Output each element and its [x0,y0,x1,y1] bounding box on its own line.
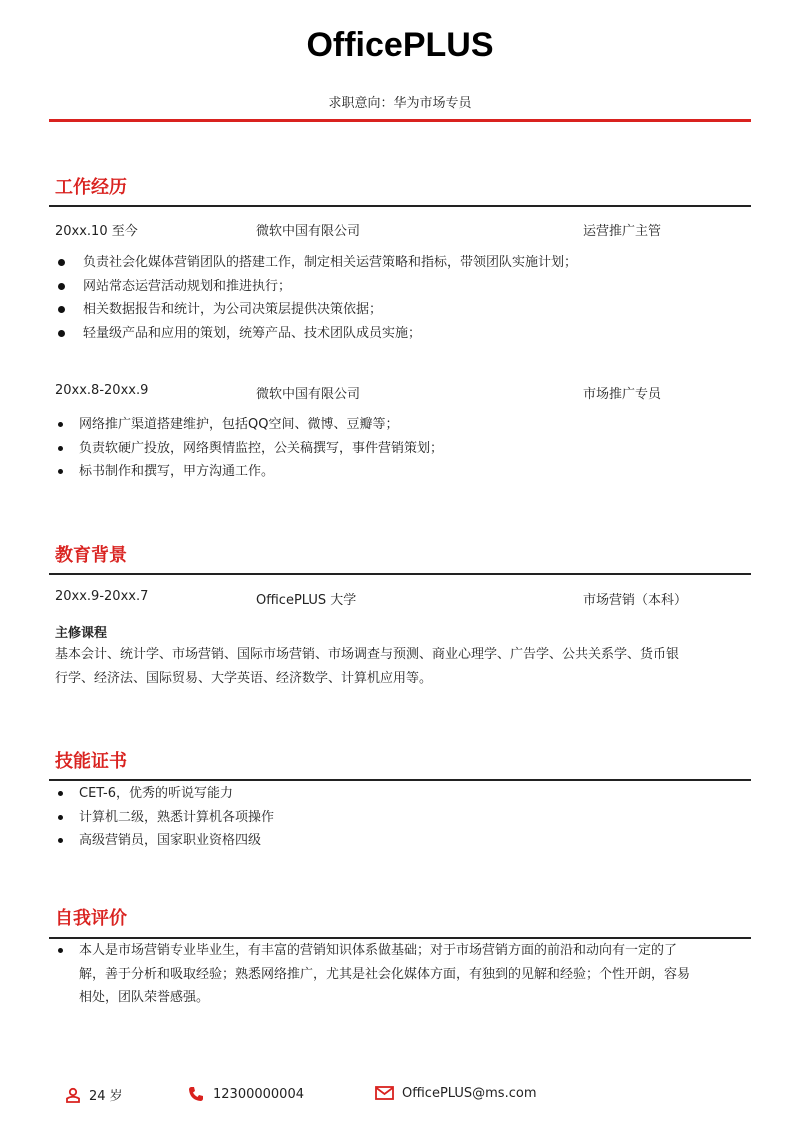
person-icon [65,1087,81,1103]
job-company: 微软中国有限公司 [256,387,361,402]
skills-list [55,782,751,853]
list-item: 轻量级产品和应用的策划，统筹产品、技术团队成员实施； [55,322,751,346]
education-period: 20xx.9-20xx.7 [55,589,149,604]
mail-icon [375,1085,394,1101]
section-work [55,176,751,479]
list-item: 网站常态运营活动规划和推进执行； [55,275,751,299]
job-position: 市场推广专员 [583,387,662,402]
section-divider [49,205,751,207]
list-item: 负责软硬广投放，网络舆情监控，公关稿撰写，事件营销策划； [55,437,751,461]
list-item: 相关数据报告和统计，为公司决策层提供决策依据； [55,298,751,322]
education-major: 市场营销（本科） [583,593,688,608]
section-title-work: 工作经历 [55,177,127,198]
self-line: 解，善于分析和吸取经验；熟悉网络推广，尤其是社会化媒体方面，有独到的见解和经验；个性开朗，容易 [79,966,691,982]
section-divider [49,779,751,781]
header-divider [49,119,751,122]
job-duties-list [55,413,751,484]
contact-phone[interactable] [187,1085,304,1103]
resume-name: OfficePLUS [306,26,494,64]
self-line: 本人是市场营销专业毕业生，有丰富的营销知识体系做基础；对于市场营销方面的前沿和动向有一定的了 [79,943,678,958]
section-skills [55,750,751,848]
job-objective: 求职意向：华为市场专员 [328,96,472,111]
section-education [55,544,751,686]
job-period: 20xx.10 至今 [55,224,138,239]
education-school: OfficePLUS 大学 [256,593,357,608]
section-title-education: 教育背景 [55,545,127,566]
section-self-evaluation [55,907,751,1005]
job-duties-list [55,251,751,345]
section-title-self: 自我评价 [55,908,127,929]
job-position: 运营推广主管 [583,224,662,239]
courses-title: 主修课程 [55,626,108,641]
list-item: CET-6，优秀的听说写能力 [55,782,751,806]
job-period: 20xx.8-20xx.9 [55,383,149,398]
section-divider [49,573,751,575]
list-item: 高级营销员，国家职业资格四级 [55,829,751,853]
contact-email[interactable] [375,1085,536,1101]
job-company: 微软中国有限公司 [256,224,361,239]
section-title-skills: 技能证书 [55,751,127,772]
list-item: 标书制作和撰写，甲方沟通工作。 [55,460,751,484]
list-item [55,939,751,1010]
courses-line: 行学、经济法、国际贸易、大学英语、经济数学、计算机应用等。 [55,671,433,686]
self-evaluation-list [55,939,751,1010]
age-value: 24 岁 [89,1089,123,1104]
contact-age [65,1085,123,1104]
phone-value: 12300000004 [213,1086,304,1102]
list-item: 负责社会化媒体营销团队的搭建工作，制定相关运营策略和指标，带领团队实施计划； [55,251,751,275]
list-item: 网络推广渠道搭建维护，包括QQ空间、微博、豆瓣等； [55,413,751,437]
email-value: OfficePLUS@ms.com [402,1085,537,1101]
self-line: 相处，团队荣誉感强。 [79,990,210,1005]
courses-line: 基本会计、统计学、市场营销、国际市场营销、市场调查与预测、商业心理学、广告学、公共关系学、货币银 [55,647,680,662]
list-item: 计算机二级，熟悉计算机各项操作 [55,806,751,830]
phone-icon [187,1085,205,1103]
